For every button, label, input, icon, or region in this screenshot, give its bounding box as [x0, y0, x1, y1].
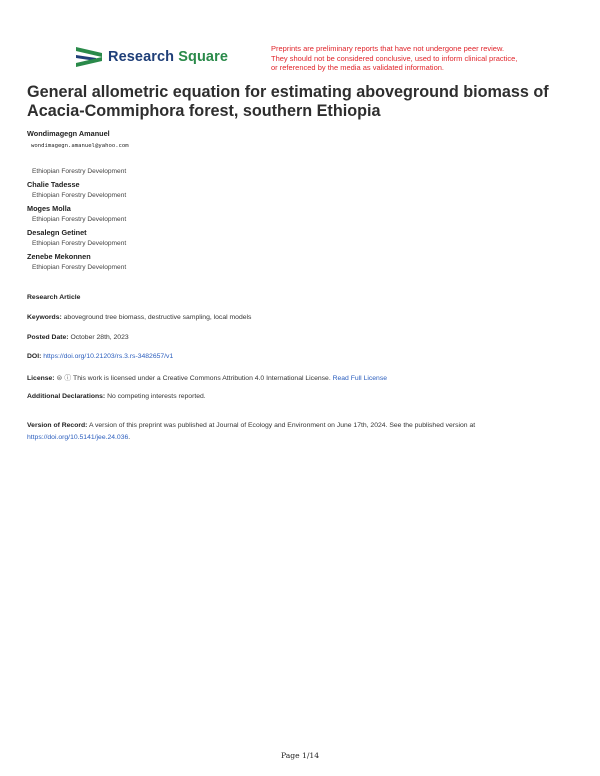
doi-link[interactable]: https://doi.org/10.21203/rs.3.rs-3482657/v1 — [43, 353, 174, 360]
research-square-logo — [76, 47, 228, 67]
published-version-link[interactable]: https://doi.org/10.5141/jee.24.036 — [27, 433, 129, 441]
disclaimer-line: or referenced by the media as validated information. — [271, 63, 445, 72]
author-name: Wondimagegn Amanuel — [27, 129, 110, 138]
research-square-logo-icon — [76, 47, 102, 67]
preprint-disclaimer — [271, 44, 518, 73]
keywords-row: Keywords: aboveground tree biomass, destructive sampling, local models — [27, 314, 252, 321]
author-affiliation: Ethiopian Forestry Development — [32, 192, 127, 199]
disclaimer-line: Preprints are preliminary reports that have not undergone peer review. — [271, 44, 505, 53]
author-email[interactable]: wondimagegn.amanuel@yahoo.com — [31, 143, 129, 149]
author-affiliation: Ethiopian Forestry Development — [32, 168, 127, 175]
author-affiliation: Ethiopian Forestry Development — [32, 264, 127, 271]
license-row: License: ⊜ ⓘ This work is licensed under a Creative Commons Attribution 4.0 International License. Read Full License — [27, 375, 387, 382]
creative-commons-icon: ⊜ ⓘ — [56, 375, 72, 382]
read-full-license-link[interactable]: Read Full License — [332, 375, 387, 382]
paper-title: General allometric equation for estimating aboveground biomass of Acacia-Commiphora forest, southern Ethiopia — [27, 83, 549, 120]
article-type: Research Article — [27, 294, 81, 301]
logo-wordmark: Research Square — [108, 48, 228, 65]
author-name: Moges Molla — [27, 204, 71, 213]
author-name: Desalegn Getinet — [27, 228, 87, 237]
disclaimer-line: They should not be considered conclusive, used to inform clinical practice, — [271, 53, 518, 63]
version-of-record: Version of Record: A version of this preprint was published at Journal of Ecology and Environment on June 17th, 2024. See the published version at https://doi.org/10.5141/jee.24.036. — [27, 422, 476, 441]
page-number: Page 1/14 — [280, 751, 320, 760]
doi-row: DOI: https://doi.org/10.21203/rs.3.rs-3482657/v1 — [27, 353, 174, 360]
posted-date-row: Posted Date: October 28th, 2023 — [27, 334, 129, 341]
author-name: Zenebe Mekonnen — [27, 252, 91, 261]
declarations-row: Additional Declarations: No competing interests reported. — [27, 393, 206, 400]
author-name: Chalie Tadesse — [27, 180, 80, 189]
author-affiliation: Ethiopian Forestry Development — [32, 240, 127, 247]
author-affiliation: Ethiopian Forestry Development — [32, 216, 127, 223]
